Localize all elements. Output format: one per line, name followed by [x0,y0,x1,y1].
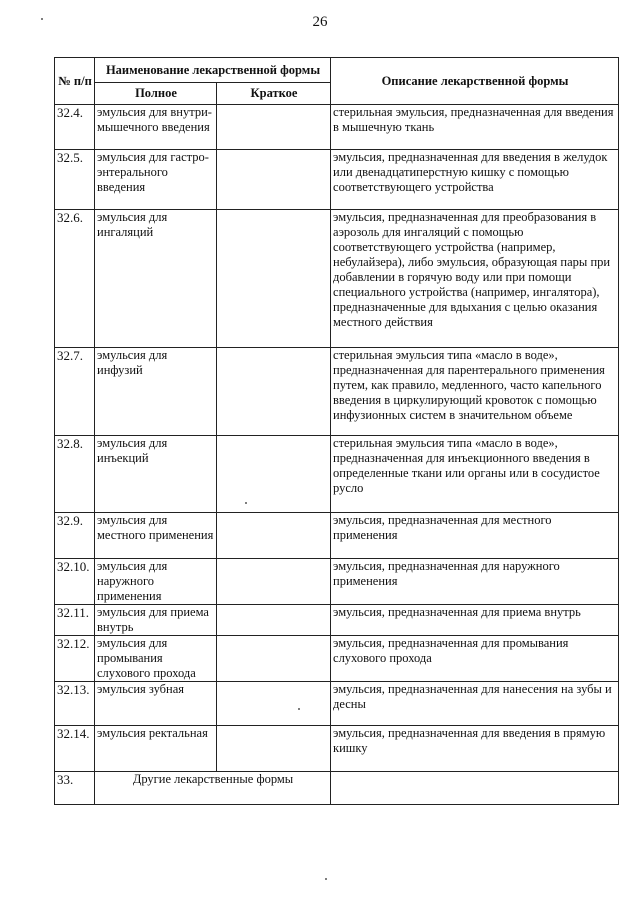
scan-speck [298,708,300,710]
row-full-name: эмульсия для гастро-энтерального введения [95,150,217,210]
row-num: 32.8. [55,436,95,513]
row-description: эмульсия, предназначенная для нанесения на зубы и десны [331,682,619,726]
row-num: 32.13. [55,682,95,726]
row-num: 32.12. [55,636,95,682]
scan-speck [245,502,247,504]
row-description: эмульсия, предназначенная для местного применения [331,513,619,559]
row-description: эмульсия, предназначенная для промывания слухового прохода [331,636,619,682]
header-description: Описание лекарственной формы [331,58,619,105]
table-row [55,636,619,682]
header-full: Полное [95,83,217,105]
header-short: Краткое [217,83,331,105]
table-section-row [55,772,619,805]
row-short-name [217,150,331,210]
row-full-name: эмульсия для местного применения [95,513,217,559]
row-description: стерильная эмульсия типа «масло в воде», предназначенная для инъекционного введения в определенные ткани или органы или в сосудистое русло [331,436,619,513]
section-title: Другие лекарственные формы [95,772,331,805]
row-short-name [217,105,331,150]
scan-speck [41,18,43,20]
row-short-name [217,726,331,772]
row-short-name [217,636,331,682]
row-description: эмульсия, предназначенная для наружного применения [331,559,619,605]
row-full-name: эмульсия для промывания слухового прохода [95,636,217,682]
section-num: 33. [55,772,95,805]
row-num: 32.6. [55,210,95,348]
row-description: эмульсия, предназначенная для приема внутрь [331,605,619,636]
row-full-name: эмульсия для внутри-мышечного введения [95,105,217,150]
row-num: 32.11. [55,605,95,636]
row-num: 32.4. [55,105,95,150]
row-num: 32.7. [55,348,95,436]
row-full-name: эмульсия для приема внутрь [95,605,217,636]
row-description: стерильная эмульсия, предназначенная для введения в мышечную ткань [331,105,619,150]
row-short-name [217,436,331,513]
row-num: 32.9. [55,513,95,559]
row-short-name [217,348,331,436]
table-row [55,348,619,436]
section-description [331,772,619,805]
row-full-name: эмульсия для наружного применения [95,559,217,605]
row-num: 32.5. [55,150,95,210]
header-name-group: Наименование лекарственной формы [95,58,331,83]
table-row [55,605,619,636]
row-full-name: эмульсия зубная [95,682,217,726]
row-full-name: эмульсия для ингаляций [95,210,217,348]
page-number: 26 [312,14,328,30]
row-short-name [217,605,331,636]
table-row [55,436,619,513]
row-full-name: эмульсия для инфузий [95,348,217,436]
row-num: 32.14. [55,726,95,772]
table-row [55,726,619,772]
table-row [55,150,619,210]
row-short-name [217,513,331,559]
row-description: эмульсия, предназначенная для введения в желудок или двенадцатиперстную кишку с помощью соответствующего устройства [331,150,619,210]
row-description: стерильная эмульсия типа «масло в воде», предназначенная для парентерального применения путем, как правило, медленного, часто капельного введения в циркулирующий кровоток с помощью инфузионных систем в значительном объеме [331,348,619,436]
table-row [55,682,619,726]
row-short-name [217,210,331,348]
row-full-name: эмульсия ректальная [95,726,217,772]
row-num: 32.10. [55,559,95,605]
header-num: № п/п [55,58,95,105]
table-row [55,559,619,605]
table-row [55,210,619,348]
row-short-name [217,682,331,726]
scan-speck [325,878,327,880]
row-description: эмульсия, предназначенная для введения в прямую кишку [331,726,619,772]
row-short-name [217,559,331,605]
dosage-forms-table [54,57,619,805]
row-description: эмульсия, предназначенная для преобразования в аэрозоль для ингаляций с помощью соответствующего устройства (например, небулайзера), либо эмульсия, образующая пары при добавлении в горячую воду или при помощи специального устройства (например, ингалятора), предназначенные для вдыхания с целью оказания местного действия [331,210,619,348]
table-header-row [55,58,619,83]
table-row [55,105,619,150]
table-row [55,513,619,559]
row-full-name: эмульсия для инъекций [95,436,217,513]
